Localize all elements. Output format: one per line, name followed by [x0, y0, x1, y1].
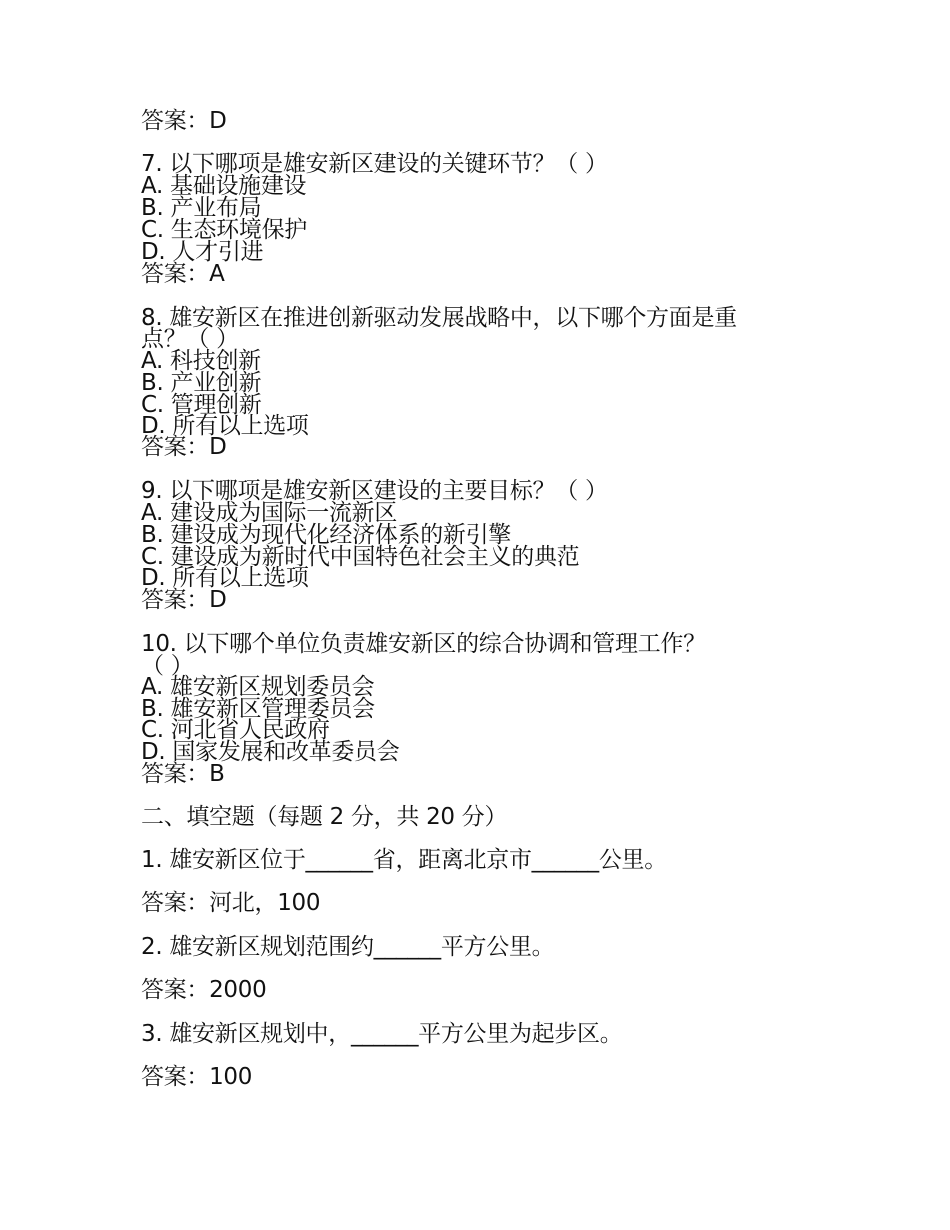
- option-d: D. 人才引进: [141, 239, 264, 265]
- option-a: A. 雄安新区规划委员会: [141, 674, 375, 700]
- option-a: A. 建设成为国际一流新区: [141, 500, 398, 526]
- question-text: 1. 雄安新区位于______省，距离北京市______公里。: [141, 847, 667, 873]
- answer-q6: 答案：D: [141, 108, 227, 134]
- answer: 答案：A: [141, 261, 225, 287]
- option-b: B. 建设成为现代化经济体系的新引擎: [141, 522, 512, 548]
- option-b: B. 产业创新: [141, 370, 262, 396]
- question-stem: 7. 以下哪项是雄安新区建设的关键环节？（ ）: [141, 151, 608, 177]
- option-b: B. 产业布局: [141, 195, 262, 221]
- answer: 答案：河北，100: [141, 890, 321, 916]
- option-c: C. 管理创新: [141, 392, 262, 418]
- option-d: D. 所有以上选项: [141, 565, 309, 591]
- answer: 答案：2000: [141, 977, 267, 1003]
- question-text: 2. 雄安新区规划范围约______平方公里。: [141, 934, 555, 960]
- question-stem-line1: 10. 以下哪个单位负责雄安新区的综合协调和管理工作？: [141, 631, 706, 657]
- option-a: A. 科技创新: [141, 348, 261, 374]
- option-b: B. 雄安新区管理委员会: [141, 696, 375, 722]
- answer: 答案：100: [141, 1064, 253, 1090]
- answer: 答案：D: [141, 434, 227, 460]
- option-a: A. 基础设施建设: [141, 173, 307, 199]
- question-stem-line2: （ ）: [141, 653, 194, 679]
- question-stem-line1: 8. 雄安新区在推进创新驱动发展战略中，以下哪个方面是重: [141, 305, 737, 331]
- answer: 答案：B: [141, 761, 225, 787]
- section-heading: 二、填空题（每题 2 分，共 20 分）: [141, 804, 508, 830]
- option-c: C. 建设成为新时代中国特色社会主义的典范: [141, 544, 580, 570]
- option-c: C. 河北省人民政府: [141, 717, 330, 743]
- question-stem: 9. 以下哪项是雄安新区建设的主要目标？（ ）: [141, 478, 608, 504]
- answer: 答案：D: [141, 587, 227, 613]
- option-d: D. 国家发展和改革委员会: [141, 739, 400, 765]
- option-d: D. 所有以上选项: [141, 413, 309, 439]
- question-stem-line2: 点？（ ）: [141, 326, 239, 352]
- question-text: 3. 雄安新区规划中，______平方公里为起步区。: [141, 1021, 623, 1047]
- option-c: C. 生态环境保护: [141, 217, 307, 243]
